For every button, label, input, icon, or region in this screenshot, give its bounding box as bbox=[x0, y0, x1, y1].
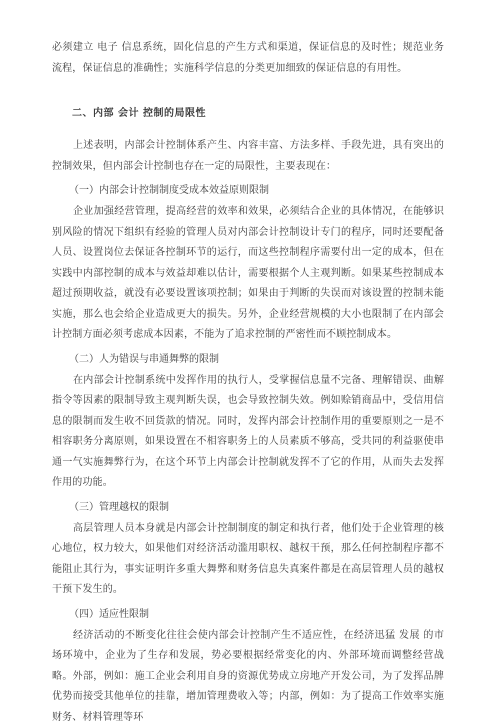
body-human-error: 在内部会计控制系统中发挥作用的执行人，受掌握信息量不完备、理解错误、曲解指令等因素的限制导致主观判断失误，也会导致控制失效。例如赊销商品中，受信用信息的限制而发生收不回货款的情况。同时，发挥内部会计控制作用的重要原则之一是不相容职务分离原则，如果设置在不相容职务上的人员素质不够高，受共同的利益驱使串通一气实施舞弊行为，在这个环节上内部会计控制就发挥不了它的作用，从而失去发挥作用的功能。 bbox=[52, 371, 444, 494]
lead-paragraph: 上述表明，内部会计控制体系产生、内容丰富、方法多样、手段先进，具有突出的控制效果，但内部会计控制也存在一定的局限性，主要表现在： bbox=[52, 136, 444, 177]
section-title: 二、内部 会计 控制的局限性 bbox=[72, 104, 206, 119]
body-adaptability: 经济活动的不断变化往往会使内部会计控制产生不适应性，在经济迅猛 发展 的市场环境中，企业为了生存和发展，势必要根据经常变化的内、外部环境而调整经营战略。外部，例如：施工企业会利用自身的资源优势成立房地产开发公司，为了发挥品牌优势而接受其他单位的挂靠，增加管理费收入等；内部，例如：为了提高工作效率实施财务、材料管理等环 bbox=[52, 626, 444, 728]
intro-paragraph: 必须建立 电子 信息系统，固化信息的产生方式和渠道，保证信息的及时性；规范业务流程，保证信息的准确性；实施科学信息的分类更加细致的保证信息的有用性。 bbox=[52, 38, 444, 79]
subheading-cost-benefit: （一）内部会计控制制度受成本效益原则限制 bbox=[52, 181, 444, 201]
subheading-management-override: （三）管理越权的限制 bbox=[52, 498, 444, 518]
content-flow bbox=[52, 136, 444, 728]
body-cost-benefit: 企业加强经营管理，提高经营的效率和效果，必须结合企业的具体情况，在能够识别风险的情况下组织有经验的管理人员对内部会计控制设计专门的程序，同时还要配备人员、设置岗位去保证各控制环节的运行，而这些控制程序需要付出一定的成本，但在实践中内部控制的成本与效益却难以估计，需要根据个人主观判断。如果某些控制成本超过预期收益，就没有必要设置该项控制；如果由于判断的失误而对该设置的控制未能实施，那么也会给企业造成更大的损失。另外，企业经营规模的大小也限制了在内部会计控制方面必须考虑成本因素，不能为了追求控制的严密性而不顾控制成本。 bbox=[52, 202, 444, 346]
subheading-adaptability: （四）适应性限制 bbox=[52, 605, 444, 625]
body-management-override: 高层管理人员本身就是内部会计控制制度的制定和执行者，他们处于企业管理的核心地位，权力较大，如果他们对经济活动滥用职权、越权干预，那么任何控制程序都不能阻止其行为，事实证明许多重大舞弊和财务信息失真案件都是在高层管理人员的越权干预下发生的。 bbox=[52, 519, 444, 601]
subheading-human-error: （二）人为错误与串通舞弊的限制 bbox=[52, 350, 444, 370]
